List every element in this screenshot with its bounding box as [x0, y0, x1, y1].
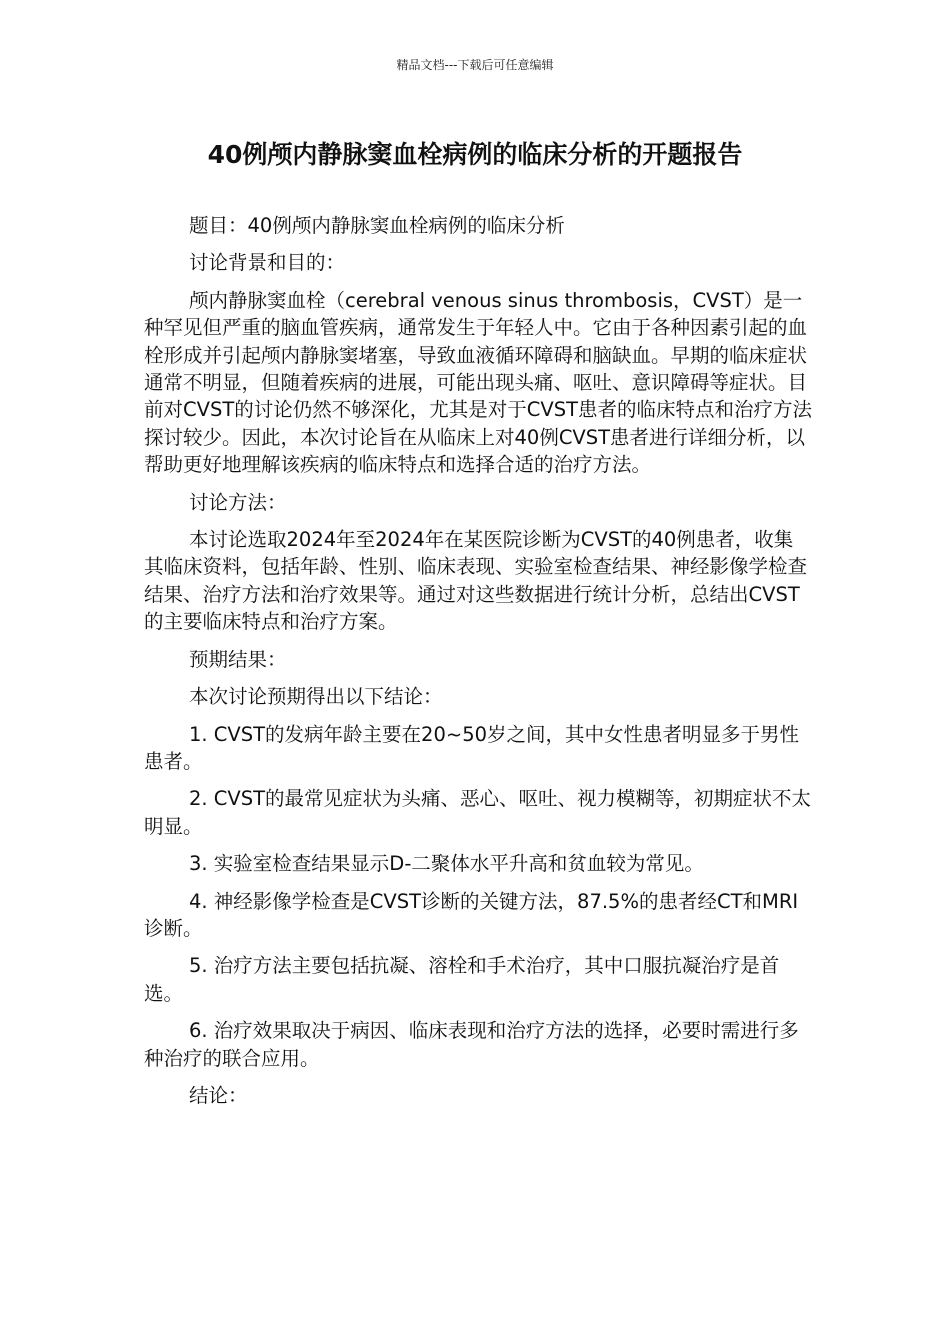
- list-item-6: 6. 治疗效果取决于病因、临床表现和治疗方法的选择，必要时需进行多种治疗的联合应用。: [144, 1019, 799, 1070]
- paragraph-background: 颅内静脉窦血栓（cerebral venous sinus thrombosis，CVST）是一种罕见但严重的脑血管疾病，通常发生于年轻人中。它由于各种因素引起的血栓形成并引起颅内静脉窦堵塞，导致血液循环障碍和脑缺血。早期的临床症状通常不明显，但随着疾病的进展，可能出现头痛、呕吐、意识障碍等症状。目前对CVST的讨论仍然不够深化，尤其是对于CVST患者的临床特点和治疗方法探讨较少。因此，本次讨论旨在从临床上对40例CVST患者进行详细分析，以帮助更好地理解该疾病的临床特点和选择合适的治疗方法。: [144, 288, 812, 477]
- list-item-5: 5. 治疗方法主要包括抗凝、溶栓和手术治疗，其中口服抗凝治疗是首选。: [144, 954, 780, 1005]
- list-item-2: 2. CVST的最常见症状为头痛、恶心、呕吐、视力模糊等，初期症状不太明显。: [144, 787, 812, 838]
- document-title: 40例颅内静脉窦血栓病例的临床分析的开题报告: [207, 140, 743, 169]
- heading-expected-results: 预期结果：: [189, 647, 287, 671]
- header-note: 精品文档---下载后可任意编辑: [396, 58, 554, 72]
- heading-background: 讨论背景和目的：: [189, 251, 346, 275]
- document-body: [144, 212, 812, 1119]
- paragraph-expected-intro: 本次讨论预期得出以下结论：: [189, 685, 443, 709]
- paragraph-topic: 题目：40例颅内静脉窦血栓病例的临床分析: [189, 214, 565, 237]
- heading-conclusion: 结论：: [189, 1083, 248, 1107]
- list-item-3: 3. 实验室检查结果显示D-二聚体水平升高和贫血较为常见。: [189, 852, 704, 876]
- list-item-1: 1. CVST的发病年龄主要在20~50岁之间，其中女性患者明显多于男性患者。: [144, 722, 800, 773]
- list-item-4: 4. 神经影像学检查是CVST诊断的关键方法，87.5%的患者经CT和MRI诊断。: [144, 889, 799, 940]
- paragraph-methods: 本讨论选取2024年至2024年在某医院诊断为CVST的40例患者，收集其临床资料，包括年龄、性别、临床表现、实验室检查结果、神经影像学检查结果、治疗方法和治疗效果等。通过对这些数据进行统计分析，总结出CVST的主要临床特点和治疗方案。: [144, 528, 808, 634]
- heading-methods: 讨论方法：: [189, 490, 287, 514]
